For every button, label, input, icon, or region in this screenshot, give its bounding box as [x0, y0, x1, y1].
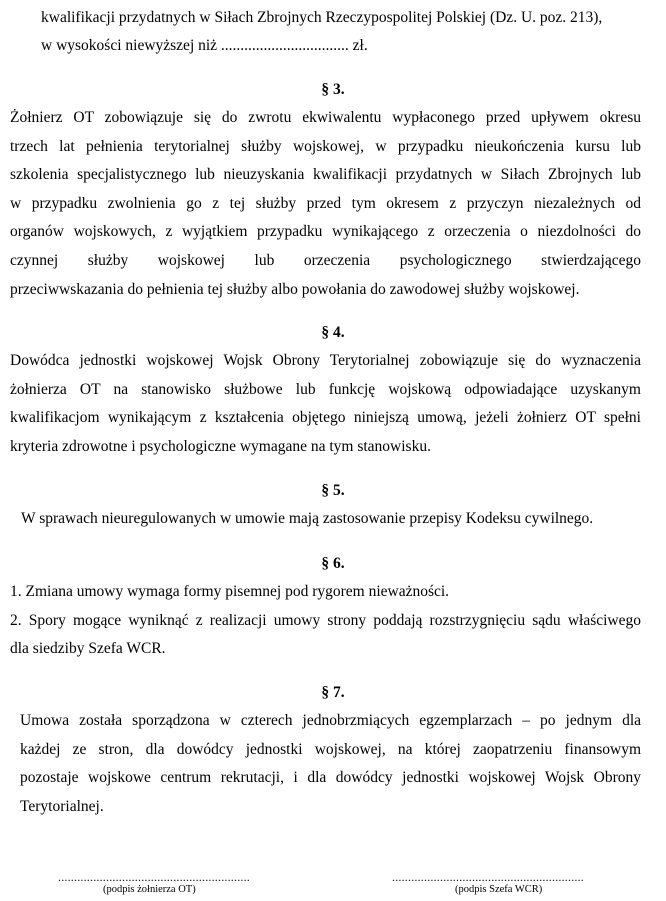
section-7-line-4: Terytorialnej.	[20, 798, 104, 815]
section-3-line-6: czynnej służby wojskowej lub orzeczenia psychologicznego stwierdzającego	[10, 252, 641, 269]
section-5-text: W sprawach nieuregulowanych w umowie mają zastosowanie przepisy Kodeksu cywilnego.	[21, 510, 594, 527]
section-6-item-1: 1. Zmiana umowy wymaga formy pisemnej pod rygorem nieważności.	[10, 583, 450, 600]
intro-line-1: kwalifikacji przydatnych w Siłach Zbrojnych Rzeczypospolitej Polskiej (Dz. U. poz. 213),	[41, 9, 603, 26]
section-7-heading: § 7.	[321, 684, 345, 701]
section-7-line-3: pozostaje wojskowe centrum rekrutacji, i dla dowódcy jednostki wojskowej Wojsk Obrony	[20, 769, 641, 786]
section-3-line-5: organów wojskowych, z wyjątkiem przypadku wynikającego z orzeczenia o niezdolności do	[10, 223, 641, 240]
section-3-heading: § 3.	[321, 81, 345, 98]
section-6-item-2: 2. Spory mogące wyniknąć z realizacji umowy strony poddają rozstrzygnięciu sądu właściwego	[10, 612, 641, 629]
section-3-line-1: Żołnierz OT zobowiązuje się do zwrotu ekwiwalentu wypłaconego przed upływem okresu	[10, 109, 641, 126]
section-3-line-7: przeciwwskazania do pełnienia tej służby albo powołania do zawodowej służby wojskowej.	[10, 281, 580, 298]
section-5-heading: § 5.	[321, 482, 345, 499]
section-6-item-2-cont: dla siedziby Szefa WCR.	[10, 640, 166, 657]
section-4-line-3: kwalifikacjom wynikającym z kształcenia objętego niniejszą umową, jeżeli żołnierz OT spełni	[10, 409, 641, 426]
signature-caption-soldier: (podpis żołnierza OT)	[103, 884, 196, 895]
section-3-line-3: szkolenia specjalistycznego lub nieuzyskania kwalifikacji przydatnych w Siłach Zbrojnych lub	[10, 166, 641, 183]
section-4-line-4: kryteria zdrowotne i psychologiczne wymagane na tym stanowisku.	[10, 438, 431, 455]
section-4-line-1: Dowódca jednostki wojskowej Wojsk Obrony Terytorialnej zobowiązuje się do wyznaczenia	[10, 352, 641, 369]
signature-line-wcr: ............................................................	[392, 870, 584, 884]
section-3-line-4: w przypadku zwolnienia go z tej służby przed tym okresem z przyczyn niezależnych od	[10, 195, 641, 212]
section-4-line-2: żołnierza OT na stanowisko służbowe lub funkcję wojskową odpowiadające uzyskanym	[10, 381, 641, 398]
section-7-line-1: Umowa została sporządzona w czterech jednobrzmiących egzemplarzach – po jednym dla	[20, 712, 641, 729]
signature-line-soldier: ............................................................	[58, 870, 250, 884]
intro-line-2: w wysokości niewyższej niż ................................. zł.	[41, 37, 368, 54]
section-4-heading: § 4.	[321, 324, 345, 341]
section-7-line-2: każdej ze stron, dla dowódcy jednostki wojskowej, na której zaopatrzeniu finansowym	[20, 741, 641, 758]
section-6-heading: § 6.	[321, 555, 345, 572]
signature-caption-wcr: (podpis Szefa WCR)	[455, 884, 543, 895]
section-3-line-2: trzech lat pełnienia terytorialnej służby wojskowej, w przypadku nieukończenia kursu lub	[10, 138, 641, 155]
